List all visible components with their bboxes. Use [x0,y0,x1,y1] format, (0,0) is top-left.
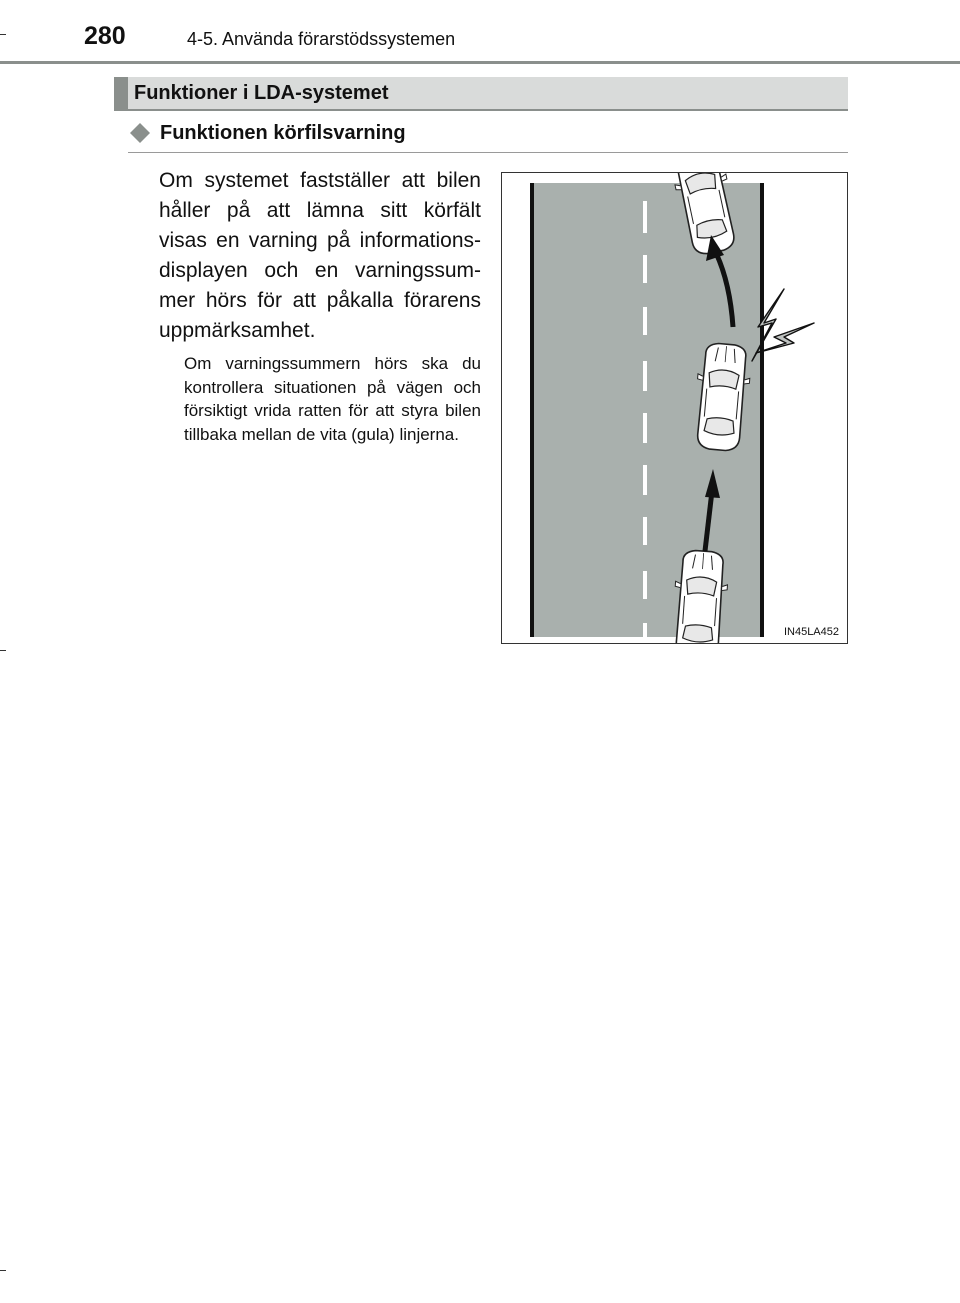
crop-mark [0,34,6,35]
figure-id: IN45LA452 [783,626,839,638]
road-edge-right [760,183,764,637]
road-diagram [502,173,847,643]
header-rule [0,61,960,64]
subsection-rule [128,152,848,153]
crop-mark [0,1270,6,1271]
lane-departure-illustration [501,172,848,644]
road-edge-left [530,183,534,637]
note-paragraph: Om varningssummern hörs ska du kontrollera situationen på vägen och försiktigt vrida ratten för att styra bilen tillbaka mellan de vita (gula) linjerna. [184,354,481,444]
chapter-title: 4-5. Använda förarstödssystemen [187,29,456,49]
diamond-icon [128,121,152,145]
section-heading-bar [114,77,848,111]
subsection-title: Funktionen körfilsvarning [160,121,406,144]
crop-mark [0,650,6,651]
section-title: Funktioner i LDA-systemet [134,82,389,104]
lane-center-dashes [643,201,647,637]
subsection-heading [128,121,406,145]
section-accent [114,77,128,109]
page-number: 280 [84,22,126,50]
main-paragraph: Om systemet fastställer att bilen håller på att lämna sitt körfält visas en varning på informations-displayen och en varningssum-mer hörs för att påkalla förarens uppmärksamhet. [159,169,481,342]
